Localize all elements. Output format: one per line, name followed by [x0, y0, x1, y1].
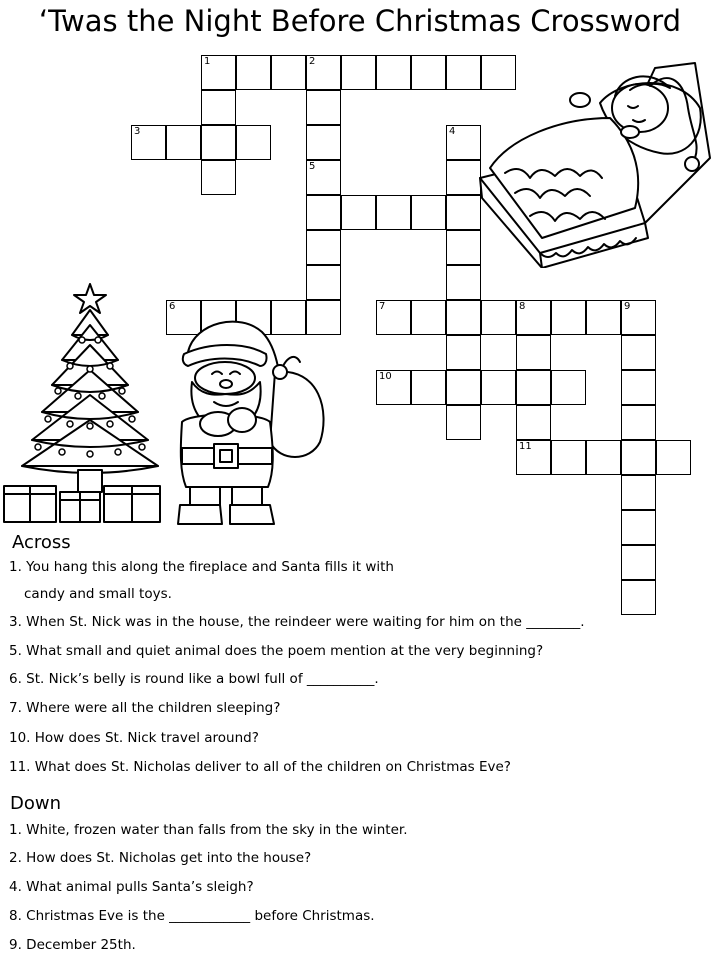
- crossword-cell[interactable]: [376, 55, 411, 90]
- clue-number: 3: [134, 126, 141, 137]
- santa-illustration: [170, 312, 330, 532]
- crossword-cell[interactable]: [376, 370, 411, 405]
- crossword-cell[interactable]: [621, 545, 656, 580]
- down-clue: 2. How does St. Nicholas get into the house?: [9, 850, 312, 866]
- crossword-cell[interactable]: [516, 335, 551, 370]
- page-title: ‘Twas the Night Before Christmas Crossword: [38, 4, 682, 38]
- crossword-cell[interactable]: [376, 195, 411, 230]
- down-clue: 4. What animal pulls Santa’s sleigh?: [9, 879, 254, 895]
- clue-number: 6: [169, 301, 176, 312]
- crossword-cell[interactable]: [306, 195, 341, 230]
- across-heading: Across: [12, 532, 71, 553]
- crossword-cell[interactable]: [166, 125, 201, 160]
- crossword-cell[interactable]: [621, 300, 656, 335]
- clue-number: 4: [449, 126, 456, 137]
- crossword-cell[interactable]: [446, 300, 481, 335]
- crossword-cell[interactable]: [411, 195, 446, 230]
- down-heading: Down: [10, 793, 62, 814]
- crossword-cell[interactable]: [306, 90, 341, 125]
- clue-number: 8: [519, 301, 526, 312]
- crossword-cell[interactable]: [621, 510, 656, 545]
- crossword-cell[interactable]: [131, 125, 166, 160]
- crossword-cell[interactable]: [586, 300, 621, 335]
- clue-number: 9: [624, 301, 631, 312]
- crossword-cell[interactable]: [201, 125, 236, 160]
- crossword-cell[interactable]: [446, 405, 481, 440]
- crossword-cell[interactable]: [621, 475, 656, 510]
- clue-number: 5: [309, 161, 316, 172]
- crossword-cell[interactable]: [306, 230, 341, 265]
- crossword-cell[interactable]: [411, 300, 446, 335]
- across-clue: 10. How does St. Nick travel around?: [9, 730, 259, 746]
- crossword-cell[interactable]: [236, 125, 271, 160]
- clue-number: 1: [204, 56, 211, 67]
- crossword-cell[interactable]: [306, 160, 341, 195]
- across-clue: candy and small toys.: [24, 586, 172, 602]
- clue-number: 2: [309, 56, 316, 67]
- crossword-cell[interactable]: [236, 55, 271, 90]
- across-clue: 1. You hang this along the fireplace and Santa fills it with: [9, 559, 394, 575]
- clue-number: 7: [379, 301, 386, 312]
- crossword-cell[interactable]: [621, 335, 656, 370]
- across-clue: 6. St. Nick’s belly is round like a bowl full of __________.: [9, 671, 379, 687]
- crossword-cell[interactable]: [411, 55, 446, 90]
- crossword-cell[interactable]: [621, 370, 656, 405]
- sleeping-child-illustration: [470, 48, 720, 268]
- christmas-tree-illustration: [0, 280, 170, 525]
- crossword-cell[interactable]: [446, 265, 481, 300]
- clue-number: 10: [379, 371, 392, 382]
- crossword-cell[interactable]: [586, 440, 621, 475]
- crossword-cell[interactable]: [551, 440, 586, 475]
- crossword-cell[interactable]: [341, 55, 376, 90]
- crossword-cell[interactable]: [551, 300, 586, 335]
- clue-number: 11: [519, 441, 532, 452]
- crossword-cell[interactable]: [516, 405, 551, 440]
- crossword-cell[interactable]: [376, 300, 411, 335]
- crossword-cell[interactable]: [201, 55, 236, 90]
- crossword-cell[interactable]: [621, 440, 656, 475]
- crossword-cell[interactable]: [201, 90, 236, 125]
- across-clue: 11. What does St. Nicholas deliver to all of the children on Christmas Eve?: [9, 759, 511, 775]
- crossword-cell[interactable]: [341, 195, 376, 230]
- crossword-cell[interactable]: [306, 55, 341, 90]
- across-clue: 5. What small and quiet animal does the poem mention at the very beginning?: [9, 643, 544, 659]
- crossword-cell[interactable]: [621, 405, 656, 440]
- crossword-cell[interactable]: [516, 300, 551, 335]
- crossword-cell[interactable]: [271, 55, 306, 90]
- across-clue: 7. Where were all the children sleeping?: [9, 700, 281, 716]
- crossword-cell[interactable]: [306, 265, 341, 300]
- crossword-cell[interactable]: [656, 440, 691, 475]
- down-clue: 8. Christmas Eve is the ____________ before Christmas.: [9, 908, 375, 924]
- crossword-cell[interactable]: [446, 370, 481, 405]
- crossword-cell[interactable]: [411, 370, 446, 405]
- crossword-cell[interactable]: [201, 160, 236, 195]
- crossword-cell[interactable]: [621, 580, 656, 615]
- crossword-cell[interactable]: [551, 370, 586, 405]
- crossword-cell[interactable]: [516, 370, 551, 405]
- down-clue: 1. White, frozen water than falls from the sky in the winter.: [9, 822, 408, 838]
- crossword-cell[interactable]: [481, 300, 516, 335]
- crossword-cell[interactable]: [516, 440, 551, 475]
- crossword-cell[interactable]: [446, 335, 481, 370]
- down-clue: 9. December 25th.: [9, 937, 136, 953]
- crossword-cell[interactable]: [481, 370, 516, 405]
- across-clue: 3. When St. Nick was in the house, the reindeer were waiting for him on the ________.: [9, 614, 585, 630]
- crossword-cell[interactable]: [306, 125, 341, 160]
